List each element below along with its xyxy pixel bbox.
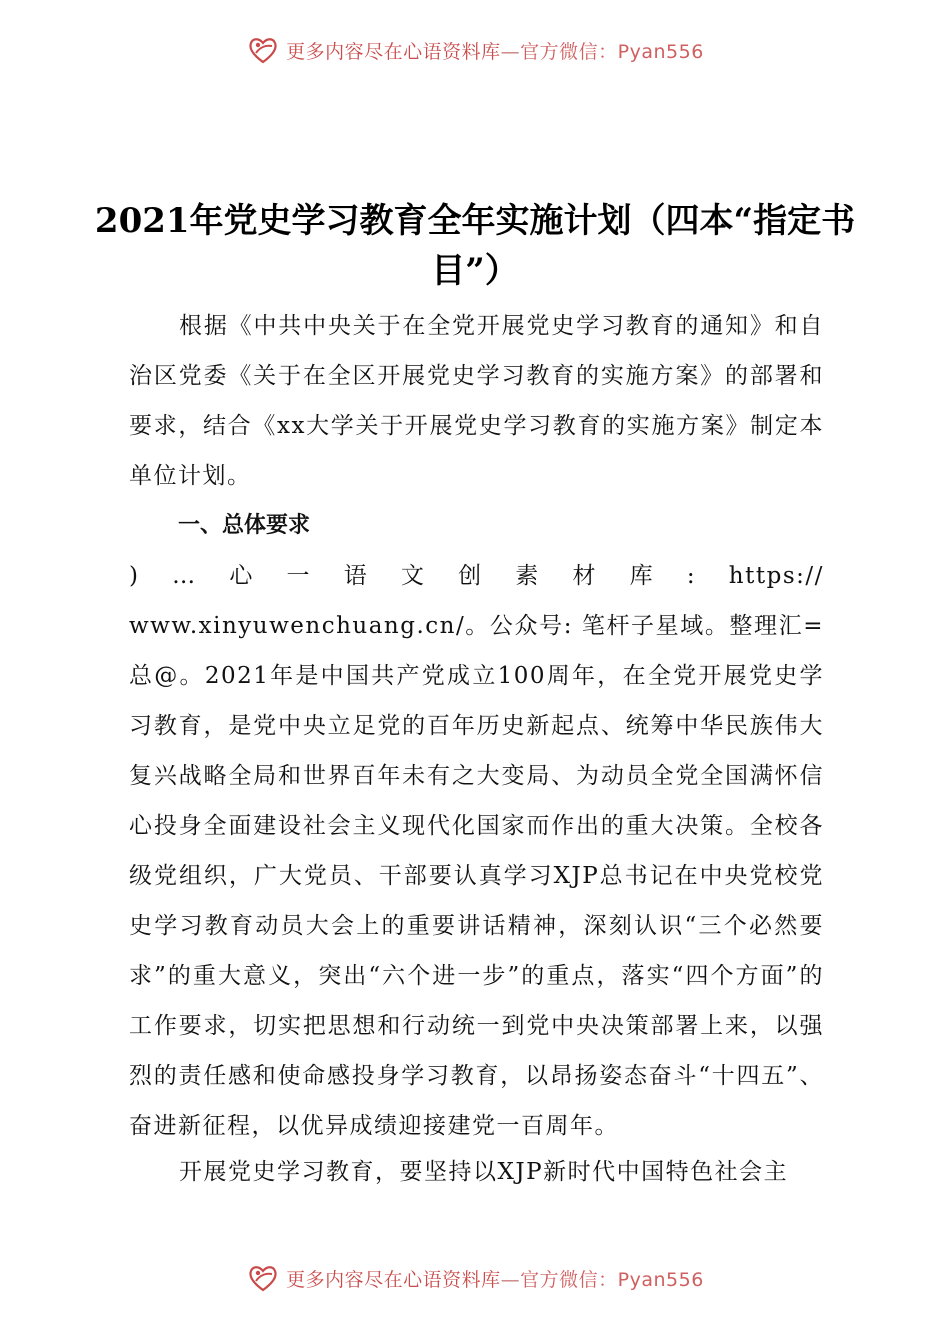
paragraph-overview (129, 551, 824, 1151)
paragraph-intro: 根据《中共中央关于在全党开展党史学习教育的通知》和自治区党委《关于在全区开展党史学习教育的实施方案》的部署和要求，结合《xx大学关于开展党史学习教育的实施方案》制定本单位计划。 (129, 313, 824, 489)
paragraph-overview-text: www.xinyuwenchuang.cn/。公众号: 笔杆子星域。整理汇=总@。2021年是中国共产党成立100周年，在全党开展党史学习教育，是党中央立足党的百年历史新起点、统筹中华民族伟大复兴战略全局和世界百年未有之大变局、为动员全党全国满怀信心投身全面建设社会主义现代化国家而作出的重大决策。全校各级党组织，广大党员、干部要认真学习XJP总书记在中央党校党史学习教育动员大会上的重要讲话精神，深刻认识“三个必然要求”的重大意义，突出“六个进一步”的重点，落实“四个方面”的工作要求，切实把思想和行动统一到党中央决策部署上来，以强烈的责任感和使命感投身学习教育，以昂扬姿态奋斗“十四五”、奋进新征程，以优异成绩迎接建党一百周年。 (129, 613, 824, 1139)
watermark-line: ) … 心 一 语 文 创 素 材 库 : https:// (129, 563, 824, 589)
heart-logo-icon (246, 33, 280, 67)
banner-text: 更多内容尽在心语资料库—官方微信：Pyan556 (286, 40, 704, 63)
document-title: 2021年党史学习教育全年实施计划（四本“指定书目”） (94, 201, 856, 291)
header-banner (0, 28, 950, 72)
footer-banner (0, 1256, 950, 1300)
banner-text: 更多内容尽在心语资料库—官方微信：Pyan556 (286, 1268, 704, 1291)
paragraph-continuation: 开展党史学习教育，要坚持以XJP新时代中国特色社会主 (179, 1159, 789, 1185)
section-heading: 一、总体要求 (178, 513, 311, 538)
heart-logo-icon (246, 1261, 280, 1295)
